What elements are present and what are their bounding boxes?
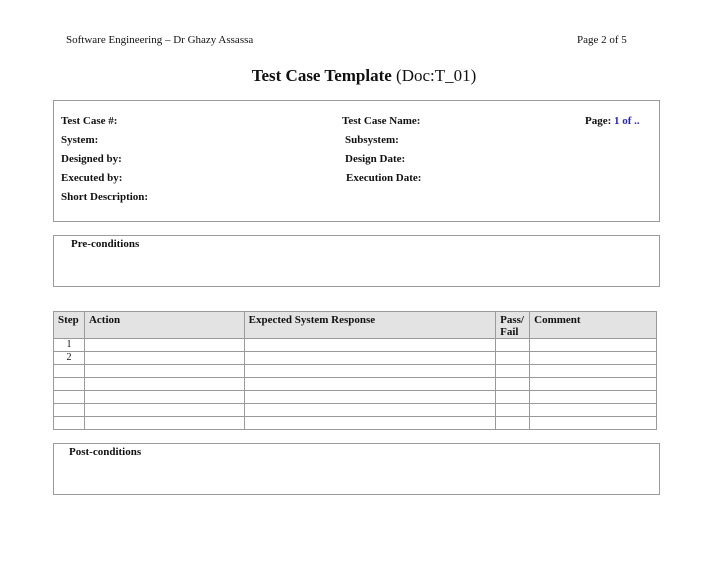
- step-cell: [54, 404, 85, 417]
- response-cell: [244, 391, 495, 404]
- pass-fail-cell: [496, 352, 530, 365]
- comment-cell: [530, 352, 657, 365]
- response-cell: [244, 404, 495, 417]
- subsystem-label: Subsystem:: [345, 134, 399, 146]
- short-description-label: Short Description:: [61, 191, 149, 203]
- action-cell: [84, 378, 244, 391]
- step-cell: [54, 417, 85, 430]
- response-cell: [244, 352, 495, 365]
- pass-fail-cell: [496, 404, 530, 417]
- comment-cell: [530, 404, 657, 417]
- response-cell: [244, 417, 495, 430]
- action-cell: [84, 391, 244, 404]
- page-title: [0, 66, 728, 86]
- system-label: System:: [61, 134, 99, 146]
- title-main: Test Case Template: [251, 66, 392, 85]
- design-date-label: Design Date:: [345, 153, 406, 165]
- postconditions-label: Post-conditions: [69, 446, 142, 458]
- table-row: [54, 352, 657, 365]
- pass-fail-cell: [496, 417, 530, 430]
- column-header-expected-response: Expected System Response: [244, 312, 495, 339]
- table-row: [54, 365, 657, 378]
- response-cell: [244, 365, 495, 378]
- pass-fail-cell: [496, 378, 530, 391]
- action-cell: [84, 352, 244, 365]
- table-row: [54, 391, 657, 404]
- column-header-comment: Comment: [530, 312, 657, 339]
- response-cell: [244, 378, 495, 391]
- comment-cell: [530, 365, 657, 378]
- step-cell: [54, 391, 85, 404]
- step-cell: [54, 378, 85, 391]
- page-label: Page:: [585, 115, 615, 127]
- comment-cell: [530, 339, 657, 352]
- page-field: [585, 115, 640, 127]
- executed-by-label: Executed by:: [61, 172, 123, 184]
- column-header-step: Step: [54, 312, 85, 339]
- execution-date-label: Execution Date:: [346, 172, 422, 184]
- pass-fail-cell: [496, 339, 530, 352]
- page-value: 1 of ..: [614, 115, 640, 127]
- pass-fail-cell: [496, 391, 530, 404]
- pass-fail-cell: [496, 365, 530, 378]
- table-row: [54, 339, 657, 352]
- column-header-pass-fail: Pass/ Fail: [496, 312, 530, 339]
- test-case-info-box: [53, 100, 660, 222]
- test-case-number-label: Test Case #:: [61, 115, 118, 127]
- action-cell: [84, 339, 244, 352]
- comment-cell: [530, 417, 657, 430]
- test-case-name-label: Test Case Name:: [342, 115, 421, 127]
- response-cell: [244, 339, 495, 352]
- table-row: [54, 378, 657, 391]
- column-header-action: Action: [84, 312, 244, 339]
- steps-table-header: [54, 312, 657, 339]
- table-row: [54, 417, 657, 430]
- preconditions-box: [53, 235, 660, 287]
- comment-cell: [530, 391, 657, 404]
- postconditions-box: [53, 443, 660, 495]
- page-counter: Page 2 of 5: [577, 34, 627, 46]
- step-cell: [54, 365, 85, 378]
- designed-by-label: Designed by:: [61, 153, 122, 165]
- title-doc-id: (Doc:T_01): [391, 66, 477, 85]
- comment-cell: [530, 378, 657, 391]
- steps-table: [53, 311, 657, 430]
- action-cell: [84, 417, 244, 430]
- step-cell: 2: [54, 352, 85, 365]
- action-cell: [84, 404, 244, 417]
- action-cell: [84, 365, 244, 378]
- step-cell: 1: [54, 339, 85, 352]
- preconditions-label: Pre-conditions: [71, 238, 140, 250]
- table-row: [54, 404, 657, 417]
- document-header-left: Software Engineering – Dr Ghazy Assassa: [66, 34, 254, 46]
